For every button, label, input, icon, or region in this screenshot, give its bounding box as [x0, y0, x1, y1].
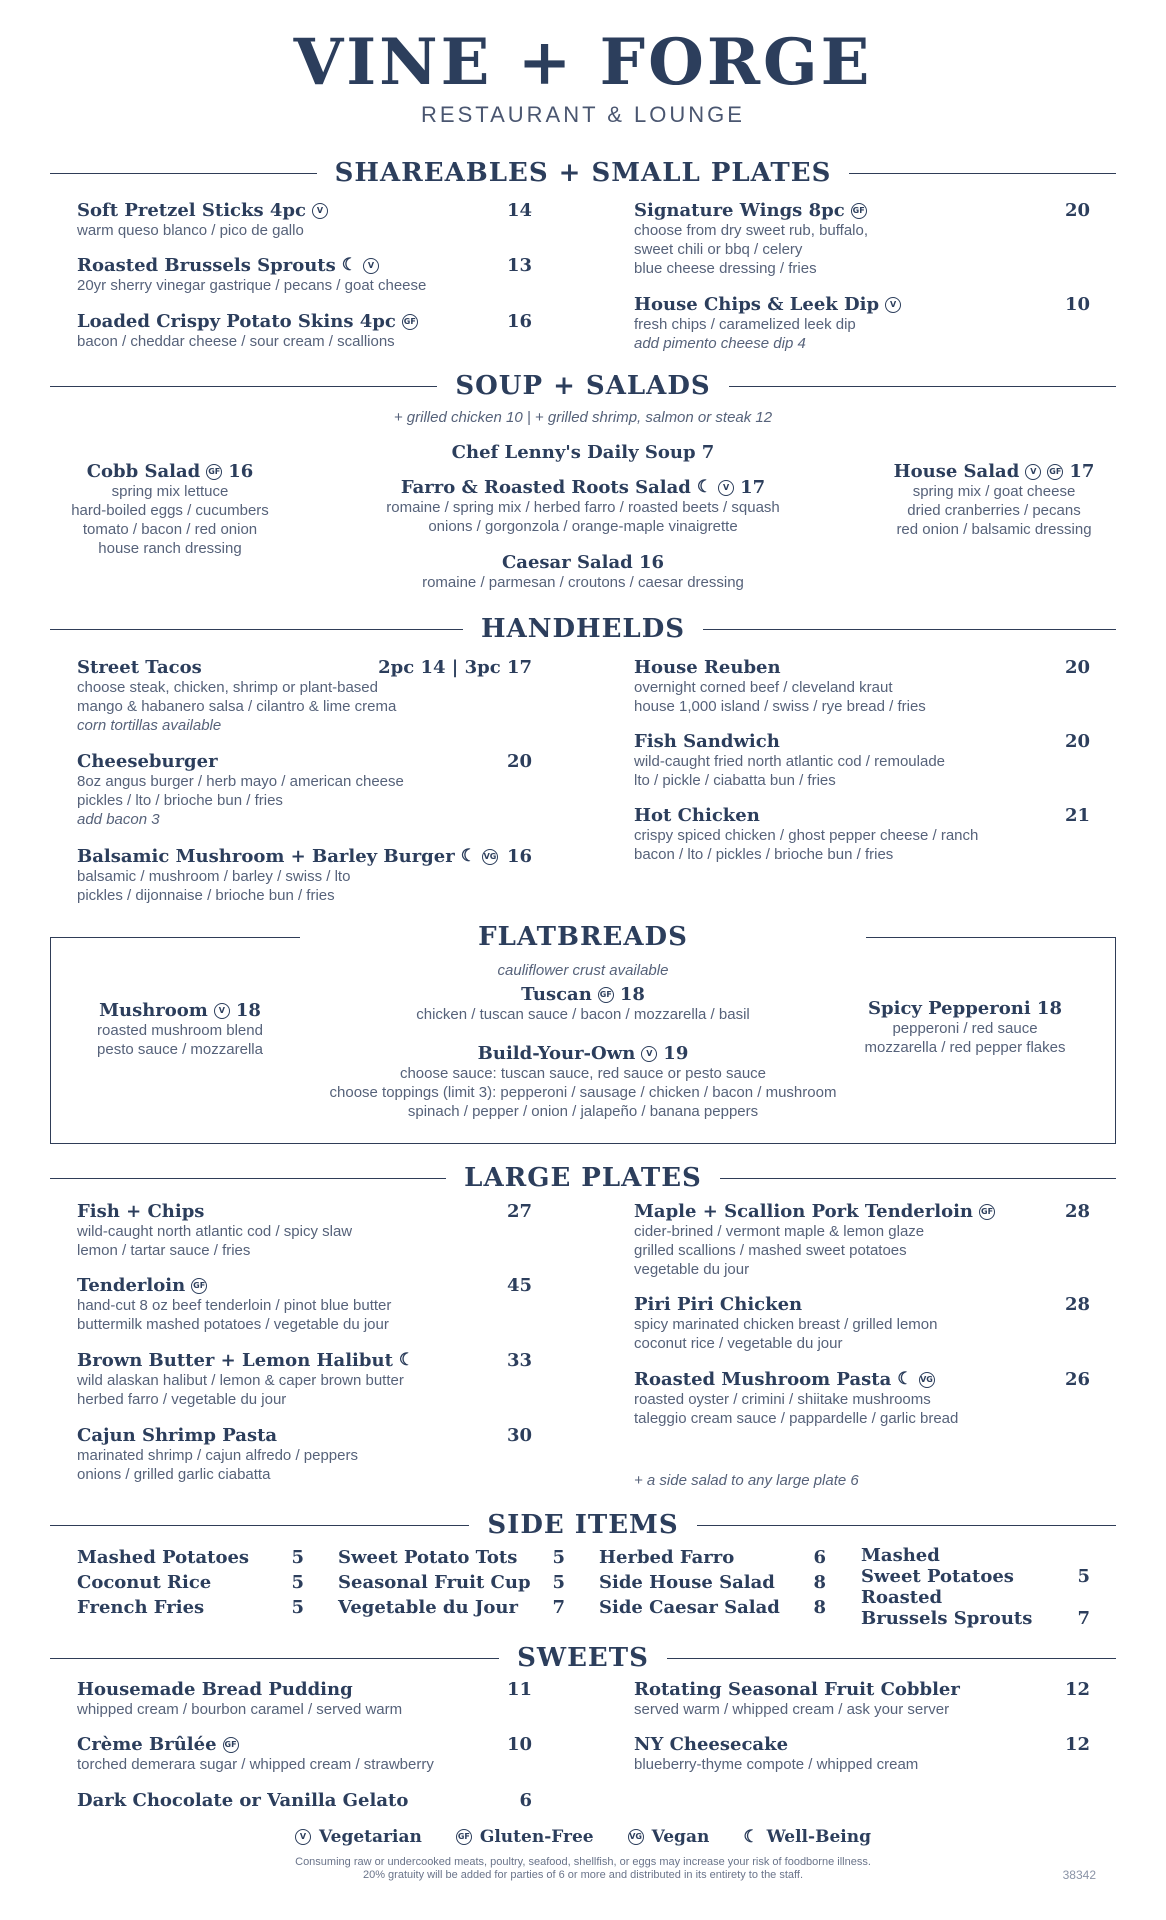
- item-name: Tenderloin: [77, 1275, 186, 1296]
- flatbread-note: cauliflower crust available: [497, 962, 669, 979]
- section-title: SWEETS: [517, 1643, 649, 1673]
- item-description: 20yr sherry vinegar gastrique / pecans / goat cheese: [77, 277, 427, 294]
- item-price: 10: [506, 1734, 532, 1755]
- item-description: romaine / parmesan / croutons / caesar dressing: [422, 574, 744, 591]
- section-title: LARGE PLATES: [464, 1163, 702, 1193]
- vegetarian-icon: V: [363, 258, 379, 274]
- vegetarian-icon: V: [641, 1046, 657, 1062]
- item-description: spring mix / goat cheese: [912, 483, 1076, 500]
- side-item: French Fries 5: [77, 1597, 304, 1618]
- menu-item: [634, 731, 1090, 790]
- item-name: Caesar Salad 16: [501, 552, 665, 573]
- section-title: SIDE ITEMS: [487, 1510, 679, 1540]
- side-item: Side House Salad 8: [599, 1572, 826, 1593]
- addons-note: + grilled chicken 10 | + grilled shrimp, salmon or steak 12: [393, 409, 773, 426]
- item-description: wild-caught fried north atlantic cod / remoulade: [634, 753, 946, 770]
- sides-column-2: [338, 1545, 565, 1620]
- vegan-icon: VG: [482, 849, 498, 865]
- item-description: whipped cream / bourbon caramel / served warm: [77, 1701, 403, 1718]
- side-item: Mashed: [861, 1545, 940, 1566]
- side-item: Brussels Sprouts 7: [861, 1608, 1090, 1629]
- vegetarian-icon: V: [718, 480, 734, 496]
- item-description: red onion / balsamic dressing: [896, 521, 1092, 538]
- item-name: Roasted Brussels Sprouts: [77, 255, 336, 276]
- item-name: Tuscan: [521, 984, 592, 1005]
- item-description: pepperoni / red sauce: [892, 1020, 1038, 1037]
- item-description: blueberry-thyme compote / whipped cream: [634, 1756, 919, 1773]
- item-description: lto / pickle / ciabatta bun / fries: [634, 772, 836, 789]
- item-price: 14: [506, 200, 532, 221]
- vegetarian-icon: V: [312, 203, 328, 219]
- menu-item: [50, 461, 290, 558]
- menu-item: [330, 477, 836, 536]
- item-name: Roasted Mushroom Pasta: [634, 1369, 892, 1390]
- menu-item: [634, 805, 1090, 864]
- menu-item: [77, 751, 532, 829]
- item-name: Balsamic Mushroom + Barley Burger: [77, 846, 455, 867]
- side-item: Sweet Potatoes 5: [861, 1566, 1090, 1587]
- section-soup-salads: [50, 369, 1116, 403]
- menu-item: [634, 1369, 1090, 1428]
- item-price: 18: [235, 1000, 261, 1021]
- well-being-icon: ☾: [743, 1826, 759, 1847]
- item-description: taleggio cream sauce / pappardelle / garlic bread: [634, 1410, 959, 1427]
- item-note: add bacon 3: [77, 811, 160, 828]
- vegan-icon: VG: [628, 1829, 644, 1845]
- item-name: Build-Your-Own: [477, 1043, 636, 1064]
- item-description: marinated shrimp / cajun alfredo / peppers: [77, 1447, 358, 1464]
- item-description: fresh chips / caramelized leek dip: [634, 316, 856, 333]
- item-description: choose from dry sweet rub, buffalo,: [634, 222, 869, 239]
- item-description: onions / grilled garlic ciabatta: [77, 1466, 271, 1483]
- item-description: grilled scallions / mashed sweet potatoes: [634, 1242, 907, 1259]
- item-description: roasted oyster / crimini / shiitake mushrooms: [634, 1391, 931, 1408]
- side-item: Roasted: [861, 1587, 943, 1608]
- section-title: FLATBREADS: [478, 922, 688, 952]
- item-price: 16: [228, 461, 254, 482]
- item-name: Brown Butter + Lemon Halibut: [77, 1350, 393, 1371]
- item-description: chicken / tuscan sauce / bacon / mozzarella / basil: [416, 1006, 750, 1023]
- legend-label: Well-Being: [766, 1827, 871, 1847]
- menu-item: [634, 1294, 1090, 1353]
- item-description: pesto sauce / mozzarella: [97, 1041, 263, 1058]
- item-name: Piri Piri Chicken: [634, 1294, 803, 1315]
- section-title: SOUP + SALADS: [455, 371, 711, 401]
- item-description: wild-caught north atlantic cod / spicy slaw: [77, 1223, 353, 1240]
- restaurant-title: VINE + FORGE: [293, 25, 873, 100]
- legend-label: Vegan: [651, 1827, 710, 1847]
- item-description: 8oz angus burger / herb mayo / american cheese: [77, 773, 404, 790]
- item-description: onions / gorgonzola / orange-maple vinaigrette: [428, 518, 738, 535]
- restaurant-subtitle: RESTAURANT & LOUNGE: [421, 102, 745, 128]
- menu-item: [330, 984, 836, 1024]
- item-description: house ranch dressing: [98, 540, 242, 557]
- menu-item: [634, 1679, 1090, 1719]
- item-description: mozzarella / red pepper flakes: [864, 1039, 1066, 1056]
- footer-disclaimer: Consuming raw or undercooked meats, poultry, seafood, shellfish, or eggs may increase your risk of foodborne illness. 20% gratuity will be added for parties of 6 or more and distributed in its entirety to the staff.: [295, 1856, 871, 1881]
- vegan-icon: VG: [919, 1372, 935, 1388]
- item-name: Cheeseburger: [77, 751, 218, 772]
- side-item: Vegetable du Jour 7: [338, 1597, 565, 1618]
- vegetarian-icon: V: [885, 297, 901, 313]
- menu-code: 38342: [1062, 1868, 1096, 1882]
- well-being-icon: ☾: [696, 477, 713, 497]
- item-description: buttermilk mashed potatoes / vegetable du jour: [77, 1316, 389, 1333]
- item-price: 20: [1064, 657, 1090, 678]
- side-item: Herbed Farro 6: [599, 1547, 826, 1568]
- section-flatbreads: [300, 920, 866, 954]
- item-price: 33: [506, 1350, 532, 1371]
- side-item: Coconut Rice 5: [77, 1572, 304, 1593]
- item-description: lemon / tartar sauce / fries: [77, 1242, 251, 1259]
- item-price: 20: [1064, 200, 1090, 221]
- section-handhelds: [50, 612, 1116, 646]
- item-price: 17: [740, 477, 766, 498]
- item-description: dried cranberries / pecans: [907, 502, 1081, 519]
- item-price: 20: [506, 751, 532, 772]
- item-price: 19: [663, 1043, 689, 1064]
- item-name: Street Tacos: [77, 657, 202, 678]
- item-name: Rotating Seasonal Fruit Cobbler: [634, 1679, 960, 1700]
- menu-item: [77, 1734, 532, 1774]
- section-sweets: [50, 1641, 1116, 1675]
- side-item: Sweet Potato Tots 5: [338, 1547, 565, 1568]
- menu-item: [77, 1350, 532, 1409]
- item-note: add pimento cheese dip 4: [634, 335, 806, 352]
- menu-item: [634, 657, 1090, 716]
- item-description: spicy marinated chicken breast / grilled lemon: [634, 1316, 938, 1333]
- item-price: 26: [1064, 1369, 1090, 1390]
- item-name: Soft Pretzel Sticks 4pc: [77, 200, 306, 221]
- item-description: choose sauce: tuscan sauce, red sauce or pesto sauce: [399, 1065, 767, 1082]
- item-description: spinach / pepper / onion / jalapeño / banana peppers: [407, 1103, 759, 1120]
- vegetarian-icon: V: [1025, 464, 1041, 480]
- item-description: sweet chili or bbq / celery: [634, 241, 803, 258]
- item-description: tomato / bacon / red onion: [82, 521, 258, 538]
- item-name: House Chips & Leek Dip: [634, 294, 880, 315]
- item-price: 28: [1064, 1201, 1090, 1222]
- item-description: served warm / whipped cream / ask your server: [634, 1701, 950, 1718]
- item-price: 2pc 14 | 3pc 17: [378, 657, 532, 678]
- side-item: Side Caesar Salad 8: [599, 1597, 826, 1618]
- item-name: Farro & Roasted Roots Salad: [400, 477, 691, 498]
- item-name: Fish Sandwich: [634, 731, 780, 752]
- menu-item: [866, 461, 1122, 539]
- menu-item: [77, 1425, 532, 1484]
- sides-column-1: [77, 1545, 304, 1620]
- item-name: Cobb Salad: [86, 461, 201, 482]
- item-description: hand-cut 8 oz beef tenderloin / pinot blue butter: [77, 1297, 392, 1314]
- menu-item: [77, 1201, 532, 1260]
- gluten-free-icon: GF: [456, 1829, 472, 1845]
- gluten-free-icon: GF: [598, 987, 614, 1003]
- item-description: hard-boiled eggs / cucumbers: [71, 502, 269, 519]
- dietary-legend: [0, 1827, 1166, 1847]
- item-description: blue cheese dressing / fries: [634, 260, 817, 277]
- section-shareables: [50, 156, 1116, 190]
- item-name: House Reuben: [634, 657, 781, 678]
- item-description: choose steak, chicken, shrimp or plant-based: [77, 679, 378, 696]
- menu-item: [634, 294, 1090, 353]
- well-being-icon: ☾: [460, 846, 476, 866]
- item-description: bacon / lto / pickles / brioche bun / fries: [634, 846, 894, 863]
- gluten-free-icon: GF: [1047, 464, 1063, 480]
- item-description: cider-brined / vermont maple & lemon glaze: [634, 1223, 925, 1240]
- item-description: balsamic / mushroom / barley / swiss / lto: [77, 868, 351, 885]
- sides-column-4: [861, 1545, 1090, 1629]
- item-description: choose toppings (limit 3): pepperoni / sausage / chicken / bacon / mushroom: [329, 1084, 837, 1101]
- item-description: torched demerara sugar / whipped cream / strawberry: [77, 1756, 434, 1773]
- menu-item: [634, 1734, 1090, 1774]
- vegetarian-icon: V: [295, 1829, 311, 1845]
- item-description: pickles / dijonnaise / brioche bun / fries: [77, 887, 335, 904]
- menu-item: [200, 1043, 966, 1121]
- item-price: 17: [1069, 461, 1095, 482]
- menu-item: [77, 1275, 532, 1334]
- section-side-items: [50, 1508, 1116, 1542]
- legend-label: Vegetarian: [319, 1827, 422, 1847]
- item-price: 12: [1064, 1679, 1090, 1700]
- menu-item: [0, 442, 1166, 463]
- item-description: vegetable du jour: [634, 1261, 750, 1278]
- vegetarian-icon: V: [214, 1003, 230, 1019]
- menu-item: [77, 200, 532, 240]
- item-description: warm queso blanco / pico de gallo: [77, 222, 304, 239]
- item-name: NY Cheesecake: [634, 1734, 789, 1755]
- gluten-free-icon: GF: [191, 1278, 207, 1294]
- item-price: 20: [1064, 731, 1090, 752]
- item-name: Cajun Shrimp Pasta: [77, 1425, 278, 1446]
- section-large-plates: [50, 1161, 1116, 1195]
- legend-label: Gluten-Free: [479, 1827, 594, 1847]
- gluten-free-icon: GF: [206, 464, 222, 480]
- menu-item: [634, 1201, 1090, 1279]
- well-being-icon: ☾: [341, 255, 357, 275]
- item-price: 13: [506, 255, 532, 276]
- side-item: Seasonal Fruit Cup 5: [338, 1572, 565, 1593]
- gluten-free-icon: GF: [979, 1204, 995, 1220]
- gluten-free-icon: GF: [851, 203, 867, 219]
- item-name: Dark Chocolate or Vanilla Gelato: [77, 1790, 409, 1811]
- menu-item: [77, 1679, 532, 1719]
- sides-column-3: [599, 1545, 826, 1620]
- menu-item: [330, 552, 836, 592]
- side-salad-note: + a side salad to any large plate 6: [634, 1472, 859, 1489]
- menu-item: [77, 657, 532, 735]
- item-price: 10: [1064, 294, 1090, 315]
- item-description: pickles / lto / brioche bun / fries: [77, 792, 283, 809]
- item-price: 18: [619, 984, 645, 1005]
- item-name: Chef Lenny's Daily Soup 7: [451, 442, 715, 463]
- item-description: house 1,000 island / swiss / rye bread / fries: [634, 698, 926, 715]
- item-description: wild alaskan halibut / lemon & caper brown butter: [77, 1372, 404, 1389]
- item-price: 12: [1064, 1734, 1090, 1755]
- item-name: Hot Chicken: [634, 805, 760, 826]
- item-name: Mushroom: [99, 1000, 208, 1021]
- well-being-icon: ☾: [897, 1369, 913, 1389]
- item-description: coconut rice / vegetable du jour: [634, 1335, 843, 1352]
- item-name: Fish + Chips: [77, 1201, 205, 1222]
- gluten-free-icon: GF: [223, 1737, 239, 1753]
- well-being-icon: ☾: [398, 1350, 415, 1370]
- menu-item: [77, 846, 532, 905]
- menu-item: [77, 255, 532, 295]
- menu-item: [77, 1790, 532, 1811]
- section-title: SHAREABLES + SMALL PLATES: [334, 158, 832, 188]
- menu-item: [634, 200, 1090, 278]
- item-name: Crème Brûlée: [77, 1734, 217, 1755]
- item-price: 28: [1064, 1294, 1090, 1315]
- item-description: roasted mushroom blend: [97, 1022, 263, 1039]
- item-description: bacon / cheddar cheese / sour cream / scallions: [77, 333, 395, 350]
- item-price: 16: [506, 311, 532, 332]
- gluten-free-icon: GF: [402, 314, 418, 330]
- side-item: Mashed Potatoes 5: [77, 1547, 304, 1568]
- menu-item: [77, 311, 532, 351]
- item-description: herbed farro / vegetable du jour: [77, 1391, 287, 1408]
- item-price: 30: [506, 1425, 532, 1446]
- item-description: spring mix lettuce: [111, 483, 229, 500]
- item-description: mango & habanero salsa / cilantro & lime crema: [77, 698, 397, 715]
- item-name: Spicy Pepperoni 18: [868, 998, 1062, 1019]
- item-name: Housemade Bread Pudding: [77, 1679, 353, 1700]
- item-price: 16: [506, 846, 532, 867]
- item-name: Maple + Scallion Pork Tenderloin: [634, 1201, 974, 1222]
- item-price: 11: [506, 1679, 532, 1700]
- item-name: Loaded Crispy Potato Skins 4pc: [77, 311, 396, 332]
- item-note: corn tortillas available: [77, 717, 222, 734]
- brand-header: [0, 25, 1166, 128]
- item-description: overnight corned beef / cleveland kraut: [634, 679, 893, 696]
- item-description: crispy spiced chicken / ghost pepper cheese / ranch: [634, 827, 979, 844]
- item-price: 45: [506, 1275, 532, 1296]
- item-description: romaine / spring mix / herbed farro / roasted beets / squash: [386, 499, 780, 516]
- item-price: 21: [1064, 805, 1090, 826]
- section-title: HANDHELDS: [480, 614, 686, 644]
- item-name: House Salad: [893, 461, 1020, 482]
- item-name: Signature Wings 8pc: [634, 200, 845, 221]
- item-price: 27: [506, 1201, 532, 1222]
- item-price: 6: [519, 1790, 532, 1811]
